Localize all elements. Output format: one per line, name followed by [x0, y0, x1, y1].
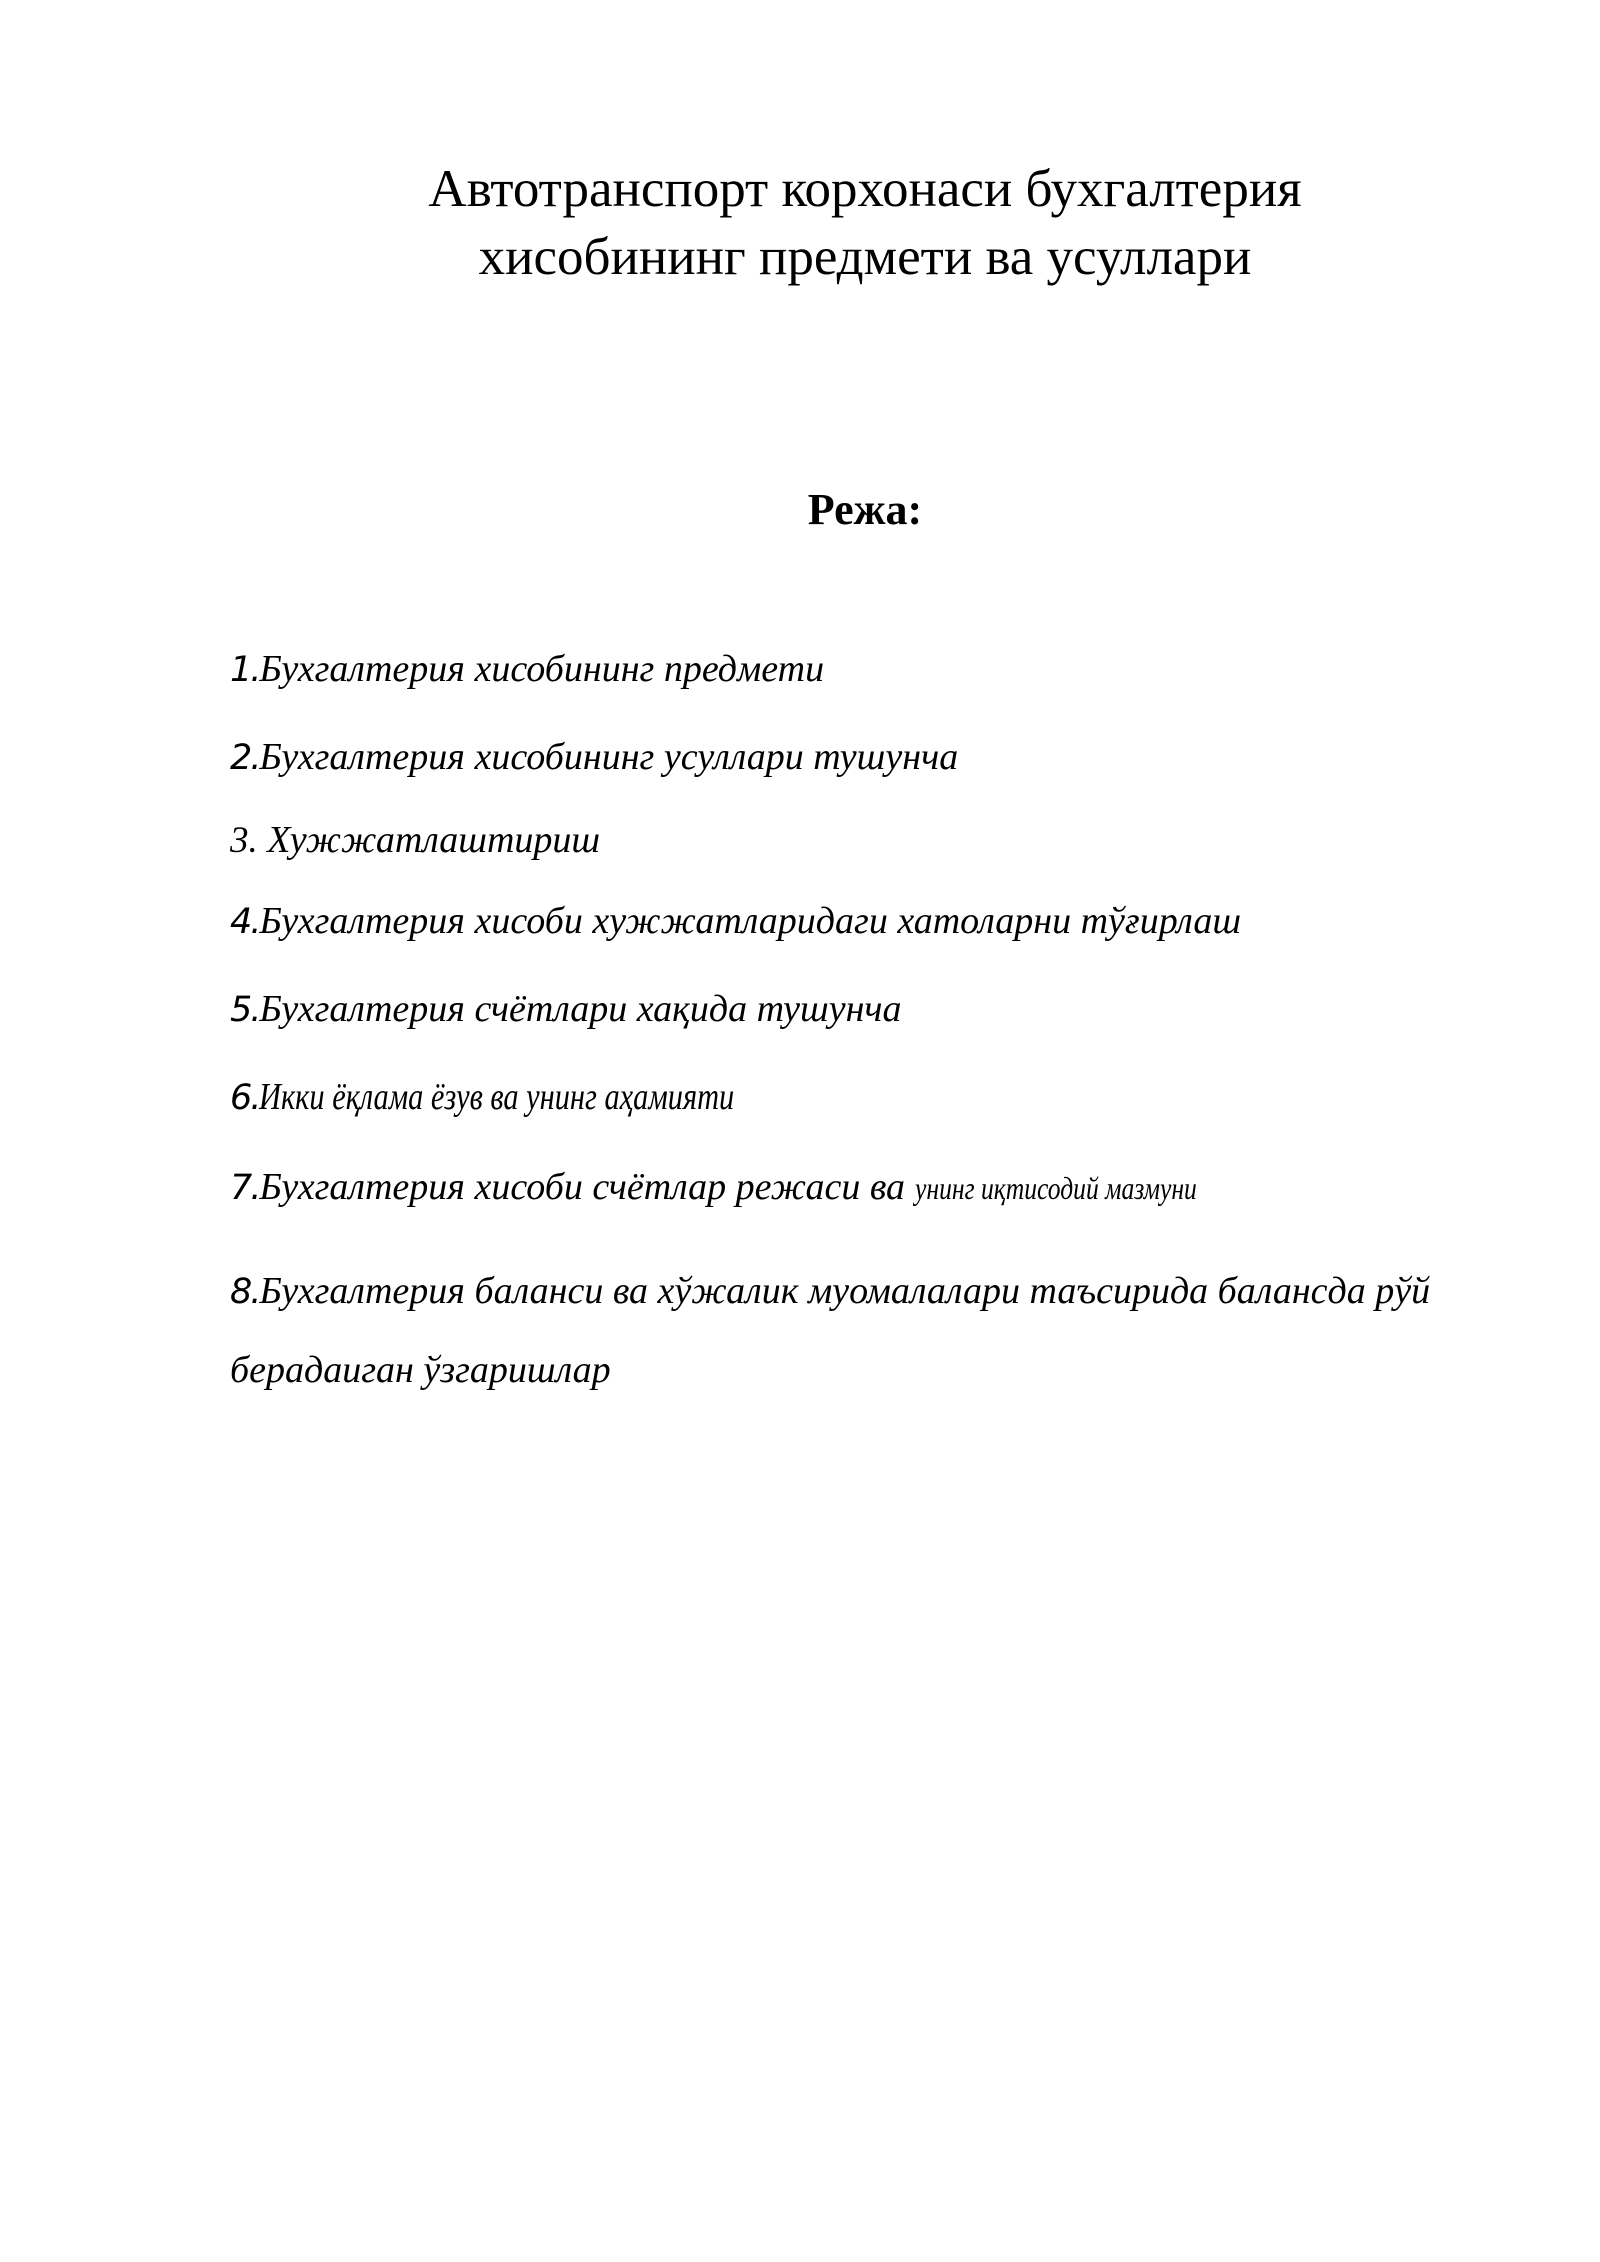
- plan-item-number: 6.: [230, 1078, 260, 1118]
- plan-item-text: Бухгалтерия хисоби хужжатларидаги хатоларни тўғирлаш: [259, 900, 1242, 942]
- plan-item-number: 2.: [230, 738, 260, 778]
- plan-item-text: Бухгалтерия хисобининг предмети: [259, 648, 825, 690]
- plan-item-text: Хужжатлаштириш: [257, 819, 601, 861]
- plan-item-number: 5.: [230, 990, 260, 1030]
- plan-heading: Режа:: [807, 485, 923, 534]
- title-line-2: хисобининг предмети ва усуллари: [478, 228, 1252, 286]
- plan-item-number: 7.: [230, 1168, 260, 1208]
- plan-item-3: [230, 817, 600, 864]
- plan-item-1: [230, 646, 824, 693]
- plan-item-text: Бухгалтерия хисоби счётлар режаси ва: [259, 1166, 915, 1208]
- plan-item-text: Бухгалтерия счётлари хақида тушунча: [259, 988, 902, 1030]
- plan-item-5: [230, 986, 902, 1033]
- plan-item-text-small: унинг иқтисодий мазмуни: [914, 1170, 1197, 1206]
- plan-item-number: 8.: [230, 1272, 260, 1312]
- plan-item-number: 3.: [230, 820, 258, 861]
- document-title: [320, 155, 1410, 291]
- plan-item-6: [230, 1074, 853, 1121]
- plan-item-number: 4.: [230, 902, 260, 942]
- plan-item-7: [230, 1164, 1267, 1211]
- plan-item-number: 1.: [230, 650, 260, 690]
- plan-item-2: [230, 734, 958, 781]
- plan-item-text: Икки ёқлама ёзув ва унинг аҳамияти: [259, 1076, 735, 1118]
- plan-item-text: Бухгалтерия баланси ва хўжалик муомалалари таъсирида балансда рўй берадаиган ўзгаришлар: [230, 1270, 1431, 1391]
- plan-item-text: Бухгалтерия хисобининг усуллари тушунча: [259, 736, 959, 778]
- plan-item-4: [230, 898, 1241, 945]
- title-line-1: Автотранспорт корхонаси бухгалтерия: [428, 160, 1302, 218]
- plan-item-8: [230, 1252, 1530, 1409]
